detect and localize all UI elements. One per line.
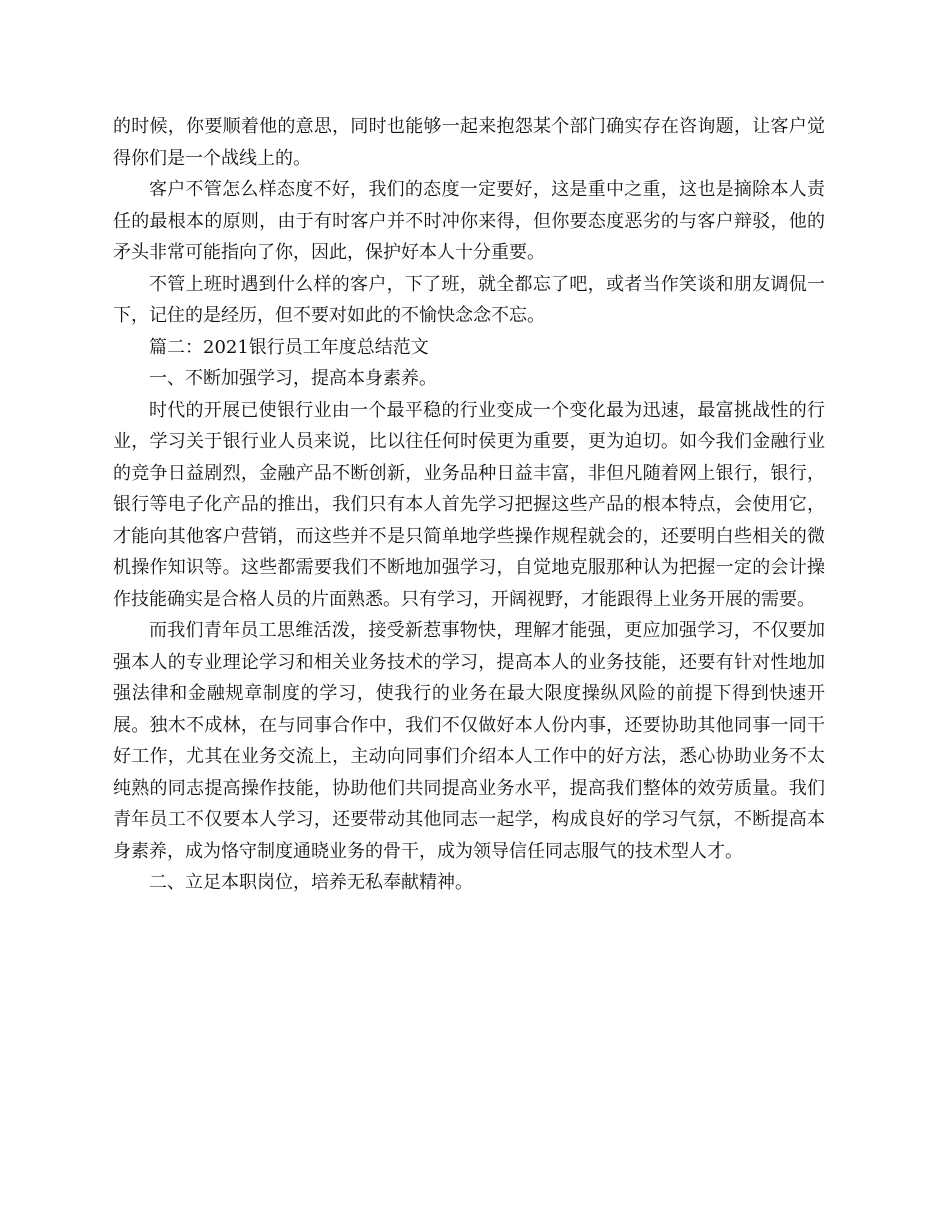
paragraph-continuation: 的时候，你要顺着他的意思，同时也能够一起来抱怨某个部门确实存在咨询题，让客户觉得你们是一个战线上的。 (113, 116, 825, 169)
paragraph-young-staff: 而我们青年员工思维活泼，接受新惹事物快，理解才能强，更应加强学习，不仅要加强本人的专业理论学习和相关业务技术的学习，提高本人的业务技能，还要有针对性地加强法律和金融规章制度的学习，使我行的业务在最大限度操纵风险的前提下得到快速开展。独木不成林，在与同事合作中，我们不仅做好本人份内事，还要协助其他同事一同干好工作，尤其在业务交流上，主动向同事们介绍本人工作中的好方法，悉心协助业务不太纯熟的同志提高操作技能，协助他们共同提高业务水平，提高我们整体的效劳质量。我们青年员工不仅要本人学习，还要带动其他同志一起学，构成良好的学习气氛，不断提高本身素养，成为恪守制度通晓业务的骨干，成为领导信任同志服气的技术型人才。 (113, 620, 825, 862)
paragraph-after-work: 不管上班时遇到什么样的客户，下了班，就全都忘了吧，或者当作笑谈和朋友调侃一下，记住的是经历，但不要对如此的不愉快念念不忘。 (113, 273, 825, 326)
heading-point-one: 一、不断加强学习，提高本身素养。 (149, 368, 437, 389)
document-body (113, 111, 825, 899)
heading-point-two: 二、立足本职岗位，培养无私奉献精神。 (149, 872, 473, 893)
paragraph-customer-attitude: 客户不管怎么样态度不好，我们的态度一定要好，这是重中之重，这也是摘除本人责任的最根本的原则，由于有时客户并不时冲你来得，但你要态度恶劣的与客户辩驳，他的矛头非常可能指向了你，因此，保护好本人十分重要。 (113, 179, 825, 263)
paragraph-industry-change: 时代的开展已使银行业由一个最平稳的行业变成一个变化最为迅速，最富挑战性的行业，学习关于银行业人员来说，比以往任何时侯更为重要，更为迫切。如今我们金融行业的竞争日益剧烈，金融产品不断创新，业务品种日益丰富，非但凡随着网上银行，银行，银行等电子化产品的推出，我们只有本人首先学习把握这些产品的根本特点，会使用它，才能向其他客户营销，而这些并不是只简单地学些操作规程就会的，还要明白些相关的微机操作知识等。这些都需要我们不断地加强学习，自觉地克服那种认为把握一定的会计操作技能确实是合格人员的片面熟悉。只有学习，开阔视野，才能跟得上业务开展的需要。 (113, 399, 825, 610)
section-heading-part-two: 篇二：2021银行员工年度总结范文 (149, 336, 429, 358)
